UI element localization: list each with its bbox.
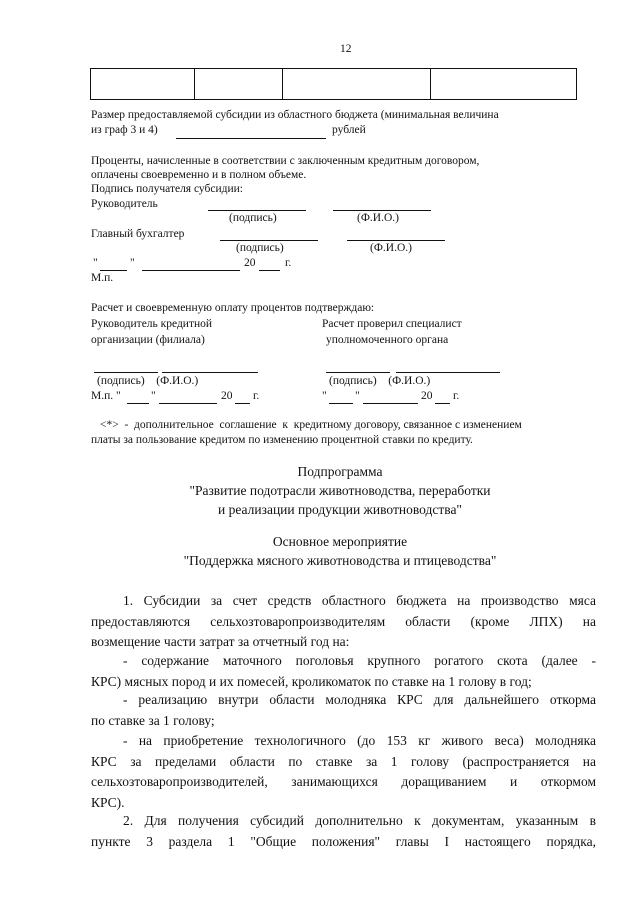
bank-date-day-blank — [127, 403, 149, 404]
bank-head-line1: Руководитель кредитной — [91, 318, 213, 330]
head-fio-caption: (Ф.И.О.) — [357, 212, 399, 224]
paragraph-4 — [91, 731, 596, 813]
paragraph-line: КРС за пределами области по ставке за 1 голову (распространяется на — [91, 753, 596, 769]
spec-date-year-blank — [435, 403, 450, 404]
bank-date-year-blank — [235, 403, 250, 404]
paragraph-2 — [91, 651, 596, 692]
accountant-fio-line — [347, 240, 445, 241]
recipient-signature-heading: Подпись получателя субсидии: — [91, 183, 243, 195]
paragraph-line: КРС). — [91, 794, 125, 810]
head-fio-line — [333, 210, 431, 211]
paragraph-line: - содержание маточного поголовья крупного рогатого скота (далее - — [123, 653, 596, 668]
date-month-blank — [142, 270, 240, 271]
bank-signature-caption: (подпись) (Ф.И.О.) — [97, 375, 199, 387]
specialist-fio-line — [396, 372, 500, 373]
footnote-line1: <*> - дополнительное соглашение к кредитному договору, связанное с изменением — [100, 419, 522, 431]
paragraph-line: КРС) мясных пород и их помесей, кроликоматок по ставке на 1 голову в год; — [91, 673, 532, 689]
bank-date-prefix: М.п. " — [91, 390, 121, 402]
subsidy-amount-blank — [176, 138, 326, 139]
subprogram-title-line1: "Развитие подотрасли животноводства, переработки — [189, 483, 491, 498]
head-label: Руководитель — [91, 198, 158, 210]
paragraph-line: - реализацию внутри области молодняка КРС для дальнейшего откорма — [123, 692, 596, 707]
table-row-empty — [90, 68, 577, 100]
bank-head-line2: организации (филиала) — [91, 334, 205, 346]
paragraph-1 — [91, 591, 596, 653]
date-quote-close: " — [130, 257, 135, 269]
paragraph-line: предоставляются сельхозтоваропроизводителям области (кроме ЛПХ) на — [91, 613, 596, 629]
subsidy-size-suffix: рублей — [332, 124, 366, 136]
specialist-signature-line — [326, 372, 390, 373]
footnote-line2: платы за пользование кредитом по изменению процентной ставки по кредиту. — [91, 434, 473, 446]
bank-fio-line — [162, 372, 258, 373]
bank-date-year: 20 — [221, 390, 233, 402]
specialist-line2: уполномоченного органа — [326, 334, 449, 346]
accountant-signature-line — [220, 240, 318, 241]
subsidy-size-prefix: из граф 3 и 4) — [91, 124, 158, 136]
bank-date-quote: " — [151, 390, 156, 402]
spec-date-quote-close: " — [355, 390, 360, 402]
bank-signature-line — [94, 372, 158, 373]
date-suffix: г. — [285, 257, 292, 269]
stamp-label: М.п. — [91, 272, 114, 284]
head-signature-line — [208, 210, 306, 211]
subsidy-size-line1: Размер предоставляемой субсидии из областного бюджета (минимальная величина — [91, 109, 499, 121]
spec-date-quote-open: " — [322, 390, 327, 402]
main-activity-title: "Поддержка мясного животноводства и птицеводства" — [183, 553, 497, 568]
date-day-blank — [100, 270, 127, 271]
spec-date-month-blank — [363, 403, 418, 404]
date-year-blank — [259, 270, 280, 271]
spec-date-day-blank — [329, 403, 353, 404]
paragraph-line: - на приобретение технологичного (до 153 кг живого веса) молодняка — [123, 733, 596, 748]
paragraph-line: возмещение части затрат за отчетный год на: — [91, 634, 350, 649]
paragraph-line: по ставке за 1 голову; — [91, 712, 215, 728]
specialist-signature-caption: (подпись) (Ф.И.О.) — [329, 375, 431, 387]
confirmation-heading: Расчет и своевременную оплату процентов подтверждаю: — [91, 302, 375, 314]
spec-date-year: 20 — [421, 390, 433, 402]
paragraph-5 — [91, 811, 596, 852]
main-activity-label: Основное мероприятие — [272, 534, 408, 549]
bank-date-month-blank — [159, 403, 217, 404]
interest-line1: Проценты, начисленные в соответствии с заключенным кредитным договором, — [91, 155, 480, 167]
paragraph-line: 2. Для получения субсидий дополнительно к документам, указанным в — [123, 813, 596, 828]
date-quote-open: " — [93, 257, 98, 269]
subprogram-title-line2: и реализации продукции животноводства" — [218, 502, 462, 517]
paragraph-line: сельхозтоваропроизводителей, занимающихся доращиванием и откормом — [91, 774, 596, 789]
bank-date-suffix: г. — [253, 390, 260, 402]
date-year: 20 — [244, 257, 256, 269]
subprogram-label: Подпрограмма — [297, 464, 383, 479]
specialist-line1: Расчет проверил специалист — [322, 318, 462, 330]
paragraph-line: пункте 3 раздела 1 "Общие положения" главы I настоящего порядка, — [91, 833, 596, 849]
accountant-fio-caption: (Ф.И.О.) — [370, 242, 412, 254]
paragraph-3 — [91, 690, 596, 731]
accountant-label: Главный бухгалтер — [91, 228, 185, 240]
spec-date-suffix: г. — [453, 390, 460, 402]
interest-line2: оплачены своевременно и в полном объеме. — [91, 169, 307, 181]
paragraph-line: 1. Субсидии за счет средств областного бюджета на производство мяса — [123, 593, 596, 608]
head-podpis-caption: (подпись) — [229, 212, 277, 224]
page-number: 12 — [340, 43, 352, 55]
accountant-podpis-caption: (подпись) — [236, 242, 284, 254]
